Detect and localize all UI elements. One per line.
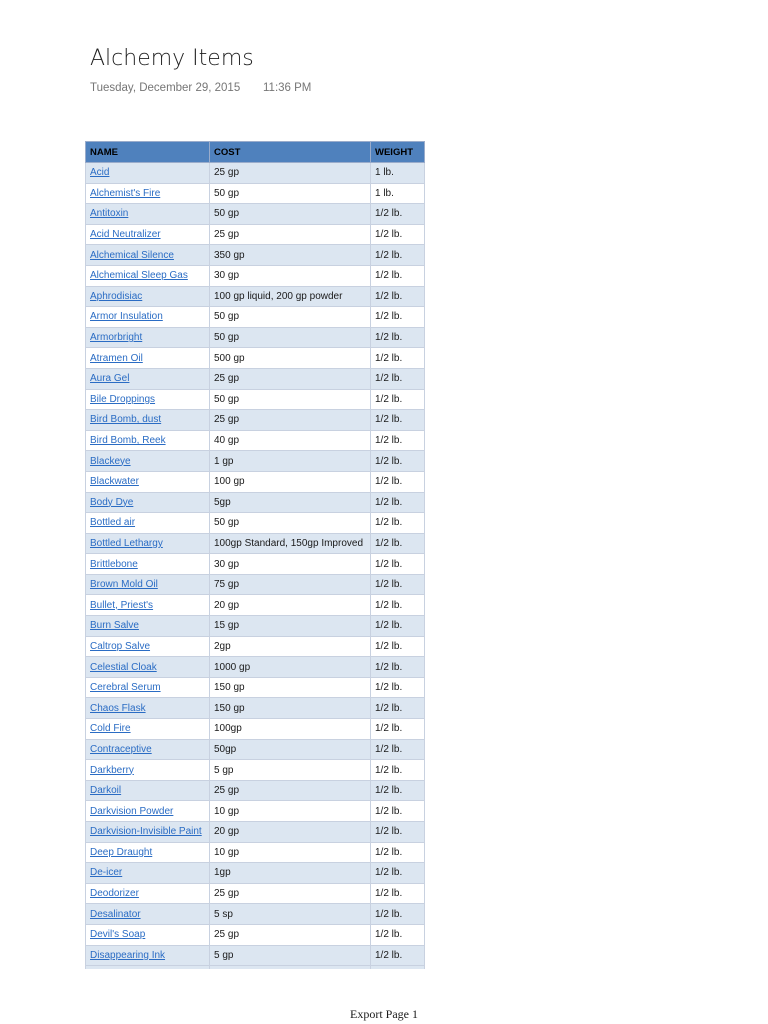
item-cost-cell: 50 gp xyxy=(210,204,371,225)
item-name-cell xyxy=(86,554,210,575)
item-cost-cell: 25 gp xyxy=(210,924,371,945)
item-name-link[interactable]: Deep Draught xyxy=(90,846,153,858)
item-name-link[interactable]: Body Dye xyxy=(90,496,134,508)
table-row xyxy=(86,513,425,534)
item-name-link[interactable]: Bottled air xyxy=(90,517,136,529)
item-weight-cell: 1/2 lb. xyxy=(371,801,425,822)
page-footer: Export Page 1 xyxy=(350,1007,418,1021)
page-date: Tuesday, December 29, 2015 xyxy=(90,82,241,94)
item-cost-cell: 30 gp xyxy=(210,265,371,286)
item-cost-cell: 1gp xyxy=(210,863,371,884)
table-row xyxy=(86,410,425,431)
item-cost-cell: 40 gp xyxy=(210,430,371,451)
item-name-link[interactable]: Brown Mold Oil xyxy=(90,579,158,591)
item-weight-cell: 1/2 lb. xyxy=(371,245,425,266)
item-cost-cell: 50 gp xyxy=(210,513,371,534)
item-name-link[interactable]: Atramen Oil xyxy=(90,352,143,364)
item-name-link[interactable]: Darkberry xyxy=(90,764,134,776)
item-name-link[interactable]: Cold Fire xyxy=(90,723,131,735)
item-name-link[interactable]: Chaos Flask xyxy=(90,702,146,714)
column-header-cost: COST xyxy=(210,142,371,163)
item-weight-cell: 1/2 lb. xyxy=(371,842,425,863)
item-cost-cell: 25 gp xyxy=(210,368,371,389)
item-cost-cell: 50 gp xyxy=(210,183,371,204)
item-name-link[interactable]: Aphrodisiac xyxy=(90,290,143,302)
table-row xyxy=(86,595,425,616)
item-weight-cell: 1/2 lb. xyxy=(371,451,425,472)
table-row xyxy=(86,265,425,286)
item-weight-cell: 1/2 lb. xyxy=(371,410,425,431)
table-continuation-stub xyxy=(86,966,425,970)
item-weight-cell: 1/2 lb. xyxy=(371,657,425,678)
item-name-link[interactable]: Bird Bomb, dust xyxy=(90,414,162,426)
stub-cell xyxy=(371,966,425,970)
item-name-cell xyxy=(86,780,210,801)
item-name-link[interactable]: Deodorizer xyxy=(90,888,139,900)
item-cost-cell: 50gp xyxy=(210,739,371,760)
item-name-cell xyxy=(86,863,210,884)
item-weight-cell: 1/2 lb. xyxy=(371,719,425,740)
item-cost-cell: 5 gp xyxy=(210,760,371,781)
item-name-cell xyxy=(86,574,210,595)
item-weight-cell: 1/2 lb. xyxy=(371,265,425,286)
table-row xyxy=(86,657,425,678)
item-cost-cell: 20 gp xyxy=(210,822,371,843)
page-title: Alchemy Items xyxy=(90,46,254,71)
item-cost-cell: 25 gp xyxy=(210,163,371,184)
item-name-cell xyxy=(86,822,210,843)
table-row xyxy=(86,554,425,575)
column-header-weight: WEIGHT xyxy=(371,142,425,163)
item-name-cell xyxy=(86,533,210,554)
item-name-link[interactable]: Antitoxin xyxy=(90,208,129,220)
item-name-link[interactable]: Burn Salve xyxy=(90,620,139,632)
item-name-cell xyxy=(86,904,210,925)
item-name-link[interactable]: Armor Insulation xyxy=(90,311,163,323)
item-weight-cell: 1/2 lb. xyxy=(371,863,425,884)
item-name-link[interactable]: Disappearing Ink xyxy=(90,949,166,961)
item-cost-cell: 2gp xyxy=(210,636,371,657)
table-row xyxy=(86,348,425,369)
item-name-link[interactable]: Contraceptive xyxy=(90,743,152,755)
item-cost-cell: 25 gp xyxy=(210,224,371,245)
item-weight-cell: 1/2 lb. xyxy=(371,883,425,904)
item-weight-cell: 1/2 lb. xyxy=(371,533,425,554)
item-name-cell xyxy=(86,842,210,863)
item-name-cell xyxy=(86,636,210,657)
item-name-cell xyxy=(86,307,210,328)
item-weight-cell: 1/2 lb. xyxy=(371,389,425,410)
item-cost-cell: 75 gp xyxy=(210,574,371,595)
item-name-cell xyxy=(86,513,210,534)
item-weight-cell: 1/2 lb. xyxy=(371,780,425,801)
item-weight-cell: 1/2 lb. xyxy=(371,595,425,616)
stub-cell xyxy=(86,966,210,970)
item-name-cell xyxy=(86,677,210,698)
item-cost-cell: 5gp xyxy=(210,492,371,513)
item-weight-cell: 1/2 lb. xyxy=(371,822,425,843)
table-row xyxy=(86,616,425,637)
item-name-link[interactable]: Armorbright xyxy=(90,332,143,344)
item-weight-cell: 1/2 lb. xyxy=(371,368,425,389)
stub-cell xyxy=(210,966,371,970)
item-name-link[interactable]: Caltrop Salve xyxy=(90,640,151,652)
table-row xyxy=(86,801,425,822)
item-name-cell xyxy=(86,801,210,822)
item-name-link[interactable]: Alchemist's Fire xyxy=(90,187,161,199)
item-name-cell xyxy=(86,368,210,389)
item-weight-cell: 1/2 lb. xyxy=(371,471,425,492)
item-cost-cell: 50 gp xyxy=(210,327,371,348)
item-name-link[interactable]: Desalinator xyxy=(90,908,141,920)
table-row xyxy=(86,224,425,245)
table-row xyxy=(86,163,425,184)
item-name-cell xyxy=(86,265,210,286)
item-name-cell xyxy=(86,204,210,225)
item-name-cell xyxy=(86,883,210,904)
table-header xyxy=(86,142,425,163)
item-weight-cell: 1 lb. xyxy=(371,183,425,204)
item-name-link[interactable]: Bottled Lethargy xyxy=(90,537,163,549)
table-row xyxy=(86,389,425,410)
item-name-cell xyxy=(86,760,210,781)
item-cost-cell: 30 gp xyxy=(210,554,371,575)
item-cost-cell: 25 gp xyxy=(210,410,371,431)
item-cost-cell: 50 gp xyxy=(210,307,371,328)
table-row xyxy=(86,863,425,884)
item-name-link[interactable]: Acid Neutralizer xyxy=(90,229,161,241)
item-name-link[interactable]: Brittlebone xyxy=(90,558,138,570)
item-weight-cell: 1/2 lb. xyxy=(371,904,425,925)
item-cost-cell: 100gp Standard, 150gp Improved xyxy=(210,533,371,554)
item-weight-cell: 1/2 lb. xyxy=(371,739,425,760)
item-name-cell xyxy=(86,224,210,245)
table-row xyxy=(86,574,425,595)
table-row xyxy=(86,533,425,554)
item-name-link[interactable]: Blackeye xyxy=(90,455,131,467)
alchemy-items-table xyxy=(85,141,425,969)
item-cost-cell: 100gp xyxy=(210,719,371,740)
item-name-link[interactable]: Alchemical Silence xyxy=(90,249,174,261)
item-cost-cell: 1 gp xyxy=(210,451,371,472)
item-cost-cell: 5 gp xyxy=(210,945,371,966)
item-weight-cell: 1/2 lb. xyxy=(371,286,425,307)
item-name-cell xyxy=(86,327,210,348)
item-cost-cell: 100 gp liquid, 200 gp powder xyxy=(210,286,371,307)
item-cost-cell: 15 gp xyxy=(210,616,371,637)
item-weight-cell: 1/2 lb. xyxy=(371,636,425,657)
item-name-cell xyxy=(86,245,210,266)
table-row xyxy=(86,368,425,389)
item-weight-cell: 1/2 lb. xyxy=(371,430,425,451)
item-name-link[interactable]: Cerebral Serum xyxy=(90,682,161,694)
page-time: 11:36 PM xyxy=(263,82,312,94)
item-name-link[interactable]: Bird Bomb, Reek xyxy=(90,435,166,447)
item-cost-cell: 1000 gp xyxy=(210,657,371,678)
item-cost-cell: 10 gp xyxy=(210,801,371,822)
item-name-link[interactable]: Celestial Cloak xyxy=(90,661,157,673)
table-row xyxy=(86,430,425,451)
item-weight-cell: 1/2 lb. xyxy=(371,204,425,225)
item-name-cell xyxy=(86,698,210,719)
table-row xyxy=(86,327,425,348)
table-row xyxy=(86,822,425,843)
table-row xyxy=(86,780,425,801)
item-name-link[interactable]: Devil's Soap xyxy=(90,929,146,941)
item-cost-cell: 20 gp xyxy=(210,595,371,616)
table-row xyxy=(86,286,425,307)
item-name-cell xyxy=(86,471,210,492)
table-row xyxy=(86,739,425,760)
table-row xyxy=(86,924,425,945)
table-row xyxy=(86,492,425,513)
item-weight-cell: 1/2 lb. xyxy=(371,698,425,719)
table-row xyxy=(86,471,425,492)
item-weight-cell: 1/2 lb. xyxy=(371,224,425,245)
table-row xyxy=(86,307,425,328)
item-name-cell xyxy=(86,348,210,369)
item-name-cell xyxy=(86,616,210,637)
table-row xyxy=(86,245,425,266)
table-header-row xyxy=(86,142,425,163)
item-name-link[interactable]: Darkoil xyxy=(90,785,122,797)
item-cost-cell: 10 gp xyxy=(210,842,371,863)
item-name-link[interactable]: De-icer xyxy=(90,867,123,879)
item-name-cell xyxy=(86,945,210,966)
item-weight-cell: 1/2 lb. xyxy=(371,760,425,781)
item-name-link[interactable]: Aura Gel xyxy=(90,373,130,385)
item-name-link[interactable]: Bile Droppings xyxy=(90,393,156,405)
item-weight-cell: 1/2 lb. xyxy=(371,945,425,966)
item-name-link[interactable]: Darkvision Powder xyxy=(90,805,174,817)
item-name-cell xyxy=(86,657,210,678)
table-row xyxy=(86,945,425,966)
item-name-cell xyxy=(86,451,210,472)
table-row xyxy=(86,760,425,781)
column-header-name: NAME xyxy=(86,142,210,163)
item-weight-cell: 1/2 lb. xyxy=(371,924,425,945)
item-weight-cell: 1/2 lb. xyxy=(371,348,425,369)
item-cost-cell: 50 gp xyxy=(210,389,371,410)
item-name-cell xyxy=(86,739,210,760)
item-name-link[interactable]: Alchemical Sleep Gas xyxy=(90,270,188,282)
item-cost-cell: 150 gp xyxy=(210,677,371,698)
item-weight-cell: 1 lb. xyxy=(371,163,425,184)
table-row xyxy=(86,183,425,204)
item-name-cell xyxy=(86,389,210,410)
item-weight-cell: 1/2 lb. xyxy=(371,327,425,348)
item-name-cell xyxy=(86,719,210,740)
item-name-cell xyxy=(86,595,210,616)
item-name-link[interactable]: Bullet, Priest's xyxy=(90,599,154,611)
item-weight-cell: 1/2 lb. xyxy=(371,574,425,595)
item-weight-cell: 1/2 lb. xyxy=(371,513,425,534)
table-row xyxy=(86,904,425,925)
item-cost-cell: 5 sp xyxy=(210,904,371,925)
table-row xyxy=(86,204,425,225)
item-cost-cell: 25 gp xyxy=(210,883,371,904)
item-weight-cell: 1/2 lb. xyxy=(371,677,425,698)
item-name-link[interactable]: Blackwater xyxy=(90,476,139,488)
item-name-cell xyxy=(86,163,210,184)
table-row xyxy=(86,883,425,904)
table-body xyxy=(86,163,425,970)
item-name-link[interactable]: Darkvision-Invisible Paint xyxy=(90,826,202,838)
item-weight-cell: 1/2 lb. xyxy=(371,554,425,575)
item-weight-cell: 1/2 lb. xyxy=(371,492,425,513)
item-name-cell xyxy=(86,430,210,451)
item-cost-cell: 100 gp xyxy=(210,471,371,492)
table-row xyxy=(86,842,425,863)
item-name-link[interactable]: Acid xyxy=(90,167,110,179)
item-name-cell xyxy=(86,286,210,307)
table-row xyxy=(86,677,425,698)
item-name-cell xyxy=(86,410,210,431)
table-row xyxy=(86,719,425,740)
item-name-cell xyxy=(86,492,210,513)
table-row xyxy=(86,636,425,657)
item-weight-cell: 1/2 lb. xyxy=(371,307,425,328)
item-weight-cell: 1/2 lb. xyxy=(371,616,425,637)
table-row xyxy=(86,451,425,472)
item-cost-cell: 150 gp xyxy=(210,698,371,719)
item-cost-cell: 350 gp xyxy=(210,245,371,266)
item-name-cell xyxy=(86,924,210,945)
item-cost-cell: 25 gp xyxy=(210,780,371,801)
item-cost-cell: 500 gp xyxy=(210,348,371,369)
item-name-cell xyxy=(86,183,210,204)
table-row xyxy=(86,698,425,719)
